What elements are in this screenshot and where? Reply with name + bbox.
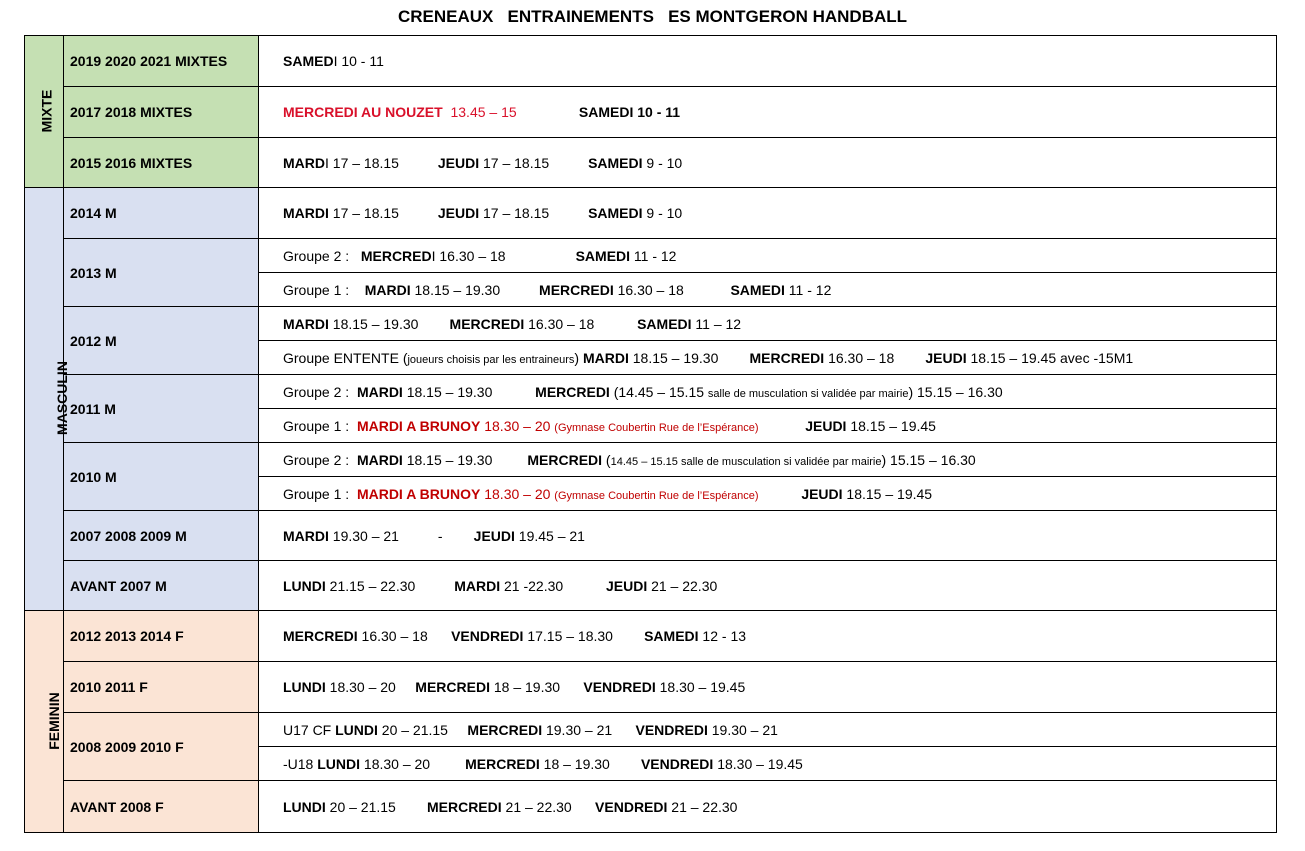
schedule-cell: LUNDI 21.15 – 22.30 MARDI 21 -22.30 JEUDI 21 – 22.30 bbox=[259, 561, 1277, 611]
schedule-cell: LUNDI 20 – 21.15 MERCREDI 21 – 22.30 VENDREDI 21 – 22.30 bbox=[259, 781, 1277, 833]
category-cell: 2013 M bbox=[64, 239, 259, 307]
training-schedule-table bbox=[24, 35, 1277, 833]
table-row bbox=[25, 561, 1277, 611]
table-row bbox=[25, 781, 1277, 833]
section-masculin bbox=[25, 188, 70, 611]
schedule-cell: U17 CF LUNDI 20 – 21.15 MERCREDI 19.30 – 21 VENDREDI 19.30 – 21 bbox=[259, 713, 1277, 747]
schedule-cell: MARDI 17 – 18.15 JEUDI 17 – 18.15 SAMEDI 9 - 10 bbox=[259, 138, 1277, 188]
schedule-cell: MARDI 18.15 – 19.30 MERCREDI 16.30 – 18 SAMEDI 11 – 12 bbox=[259, 307, 1277, 341]
category-cell: 2011 M bbox=[64, 375, 259, 443]
section-label: MASCULIN bbox=[53, 361, 70, 435]
section-label: FEMININ bbox=[45, 691, 62, 750]
table-row bbox=[25, 188, 1277, 239]
category-cell: 2012 M bbox=[64, 307, 259, 375]
category-cell: AVANT 2008 F bbox=[64, 781, 259, 833]
schedule-cell: Groupe 2 : MARDI 18.15 – 19.30 MERCREDI (14.45 – 15.15 salle de musculation si validée par mairie) 15.15 – 16.30 bbox=[259, 375, 1277, 409]
section-label: MIXTE bbox=[38, 89, 55, 132]
category-cell: 2015 2016 MIXTES bbox=[64, 138, 259, 188]
table-row bbox=[25, 307, 1277, 341]
schedule-cell: MARDI 17 – 18.15 JEUDI 17 – 18.15 SAMEDI 9 - 10 bbox=[259, 188, 1277, 239]
table-row bbox=[25, 443, 1277, 477]
table-row bbox=[25, 87, 1277, 138]
category-cell: 2014 M bbox=[64, 188, 259, 239]
category-cell: 2017 2018 MIXTES bbox=[64, 87, 259, 138]
schedule-cell: Groupe ENTENTE (joueurs choisis par les entraineurs) MARDI 18.15 – 19.30 MERCREDI 16.30 – 18 JEUDI 18.15 – 19.45 avec -15M1 bbox=[259, 341, 1277, 375]
schedule-cell: Groupe 1 : MARDI 18.15 – 19.30 MERCREDI 16.30 – 18 SAMEDI 11 - 12 bbox=[259, 273, 1277, 307]
category-cell: 2010 M bbox=[64, 443, 259, 511]
page-title: CRENEAUX ENTRAINEMENTS ES MONTGERON HANDBALL bbox=[397, 7, 908, 26]
category-cell: 2019 2020 2021 MIXTES bbox=[64, 36, 259, 87]
table-row bbox=[25, 511, 1277, 561]
table-row bbox=[25, 713, 1277, 747]
schedule-cell: SAMEDI 10 - 11 bbox=[259, 36, 1277, 87]
category-cell: 2007 2008 2009 M bbox=[64, 511, 259, 561]
section-feminin bbox=[25, 611, 64, 833]
table-row bbox=[25, 375, 1277, 409]
schedule-cell: Groupe 2 : MERCREDI 16.30 – 18 SAMEDI 11 - 12 bbox=[259, 239, 1277, 273]
category-cell: 2010 2011 F bbox=[64, 662, 259, 713]
table-row bbox=[25, 239, 1277, 273]
category-cell: 2008 2009 2010 F bbox=[64, 713, 259, 781]
schedule-cell: Groupe 1 : MARDI A BRUNOY 18.30 – 20 (Gymnase Coubertin Rue de l’Espérance) JEUDI 18.15 – 19.45 bbox=[259, 477, 1277, 511]
table-row bbox=[25, 662, 1277, 713]
schedule-cell: LUNDI 18.30 – 20 MERCREDI 18 – 19.30 VENDREDI 18.30 – 19.45 bbox=[259, 662, 1277, 713]
category-cell: AVANT 2007 M bbox=[64, 561, 259, 611]
schedule-cell: MERCREDI AU NOUZET 13.45 – 15 SAMEDI 10 - 11 bbox=[259, 87, 1277, 138]
section-mixte bbox=[25, 36, 64, 188]
table-row bbox=[25, 36, 1277, 87]
table-row bbox=[25, 138, 1277, 188]
schedule-cell: MERCREDI 16.30 – 18 VENDREDI 17.15 – 18.30 SAMEDI 12 - 13 bbox=[259, 611, 1277, 662]
schedule-cell: MARDI 19.30 – 21 - JEUDI 19.45 – 21 bbox=[259, 511, 1277, 561]
schedule-cell: -U18 LUNDI 18.30 – 20 MERCREDI 18 – 19.30 VENDREDI 18.30 – 19.45 bbox=[259, 747, 1277, 781]
schedule-cell: Groupe 1 : MARDI A BRUNOY 18.30 – 20 (Gymnase Coubertin Rue de l’Espérance) JEUDI 18.15 – 19.45 bbox=[259, 409, 1277, 443]
schedule-cell: Groupe 2 : MARDI 18.15 – 19.30 MERCREDI (14.45 – 15.15 salle de musculation si validée par mairie) 15.15 – 16.30 bbox=[259, 443, 1277, 477]
table-row bbox=[25, 611, 1277, 662]
category-cell: 2012 2013 2014 F bbox=[64, 611, 259, 662]
